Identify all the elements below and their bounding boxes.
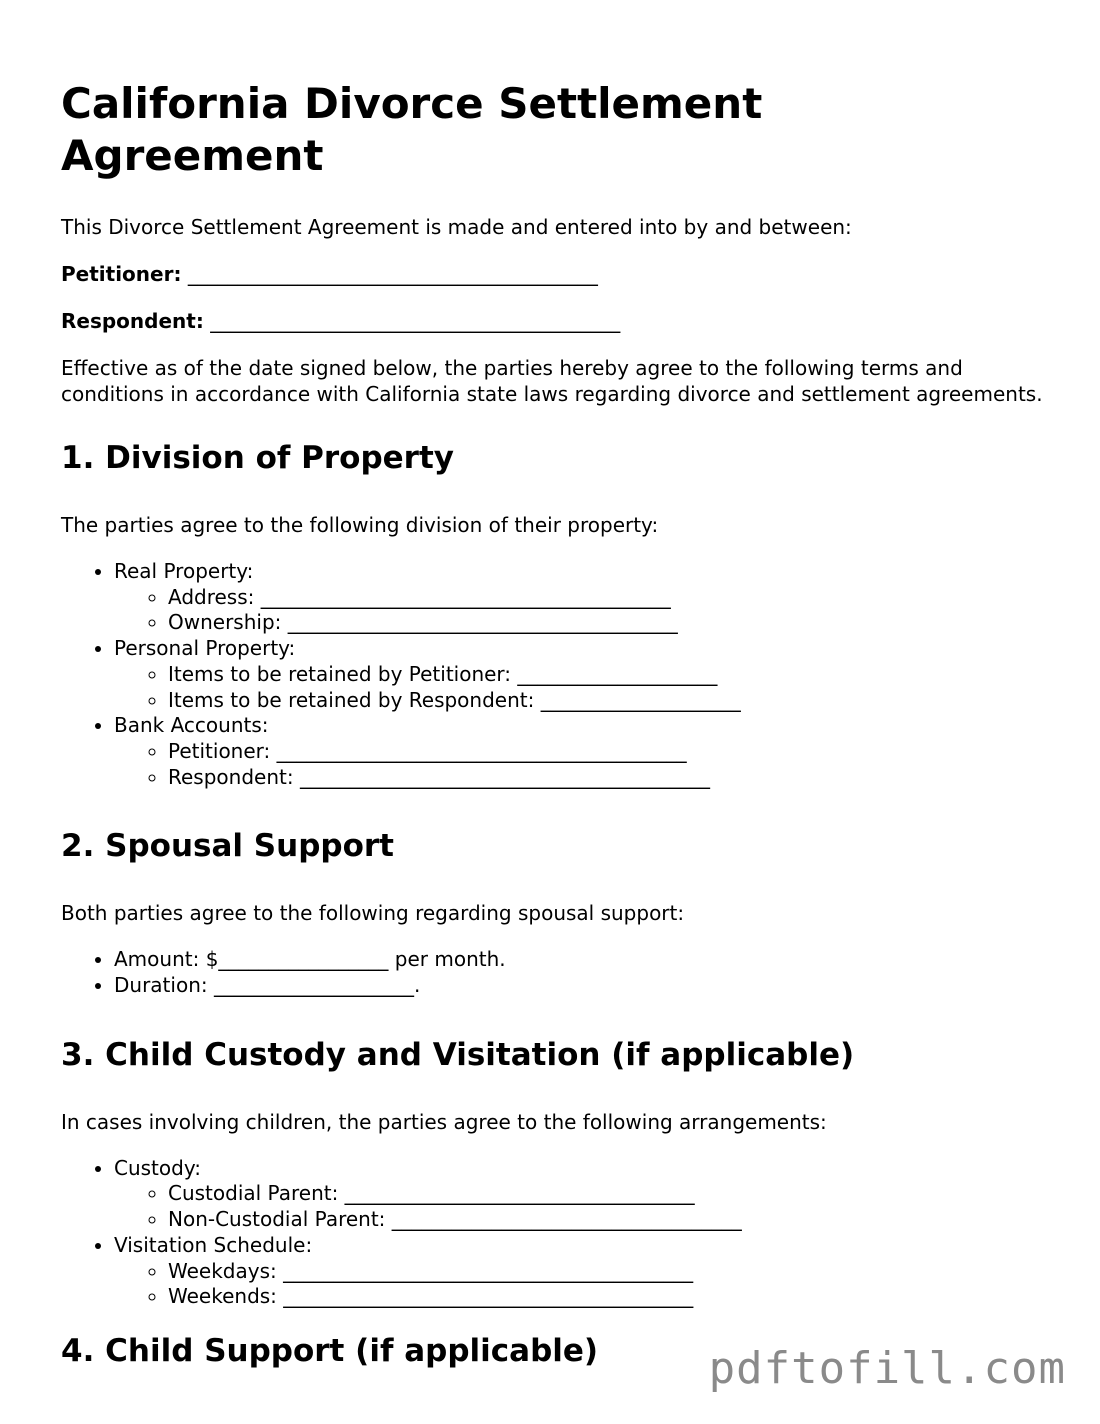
effective-text: Effective as of the date signed below, the parties hereby agree to the following terms and conditions in accordance with California state laws regarding divorce and settlement agreements. bbox=[61, 356, 1043, 406]
section-1-intro: The parties agree to the following division of their property: bbox=[61, 513, 659, 537]
respondent-blank[interactable]: _________________________________________ bbox=[210, 309, 621, 333]
section-4-heading: 4. Child Support (if applicable) bbox=[61, 1332, 599, 1369]
document-title: California Divorce Settlement Agreement bbox=[61, 79, 763, 180]
bank-accounts-label: Bank Accounts: bbox=[114, 713, 269, 738]
list-item bbox=[114, 1156, 1051, 1233]
noncustodial-parent-field[interactable]: ◦ Non-Custodial Parent: ___________________________________ bbox=[168, 1207, 1051, 1233]
items-petitioner-field[interactable]: ◦ Items to be retained by Petitioner: ____________________ bbox=[168, 662, 1051, 688]
section-3-heading: 3. Child Custody and Visitation (if applicable) bbox=[61, 1036, 855, 1073]
respondent-line bbox=[61, 308, 1051, 334]
duration-field[interactable]: • Duration: ____________________. bbox=[114, 973, 1051, 999]
bank-petitioner-field[interactable]: ◦ Petitioner: _________________________________________ bbox=[168, 739, 1051, 765]
respondent-label: Respondent: bbox=[61, 309, 204, 333]
section-2-intro: Both parties agree to the following regarding spousal support: bbox=[61, 901, 685, 926]
watermark-logo: pdftofill.com bbox=[708, 1343, 1066, 1394]
visitation-label: Visitation Schedule: bbox=[114, 1232, 313, 1257]
real-property-label: Real Property: bbox=[114, 559, 254, 583]
petitioner-blank[interactable]: _________________________________________ bbox=[187, 262, 598, 286]
list-item bbox=[114, 559, 1051, 636]
list-item bbox=[114, 636, 1051, 713]
section-3-intro: In cases involving children, the parties agree to the following arrangements: bbox=[61, 1109, 827, 1134]
items-respondent-field[interactable]: ◦ Items to be retained by Respondent: ____________________ bbox=[168, 688, 1051, 714]
spousal-support-list bbox=[61, 947, 1051, 998]
document-page bbox=[61, 78, 1051, 1405]
custody-list bbox=[61, 1156, 1051, 1310]
petitioner-label: Petitioner: bbox=[61, 262, 182, 286]
weekdays-field[interactable]: ◦ Weekdays: _________________________________________ bbox=[168, 1259, 1051, 1285]
personal-property-label: Personal Property: bbox=[114, 636, 296, 661]
ownership-field[interactable]: ◦ Ownership: _______________________________________ bbox=[168, 610, 1051, 636]
list-item bbox=[114, 713, 1051, 790]
intro-text: This Divorce Settlement Agreement is made and entered into by and between: bbox=[61, 215, 852, 239]
custodial-parent-field[interactable]: ◦ Custodial Parent: ___________________________________ bbox=[168, 1181, 1051, 1207]
weekends-field[interactable]: ◦ Weekends: _________________________________________ bbox=[168, 1284, 1051, 1310]
list-item bbox=[114, 1233, 1051, 1310]
bank-respondent-field[interactable]: ◦ Respondent: _________________________________________ bbox=[168, 765, 1051, 791]
amount-field[interactable]: • Amount: $_________________ per month. bbox=[114, 947, 1051, 973]
property-list bbox=[61, 559, 1051, 790]
section-1-heading: 1. Division of Property bbox=[61, 440, 454, 476]
custody-label: Custody: bbox=[114, 1155, 201, 1180]
petitioner-line bbox=[61, 261, 1051, 287]
section-2-heading: 2. Spousal Support bbox=[61, 828, 394, 865]
address-field[interactable]: ◦ Address: _________________________________________ bbox=[168, 585, 1051, 611]
